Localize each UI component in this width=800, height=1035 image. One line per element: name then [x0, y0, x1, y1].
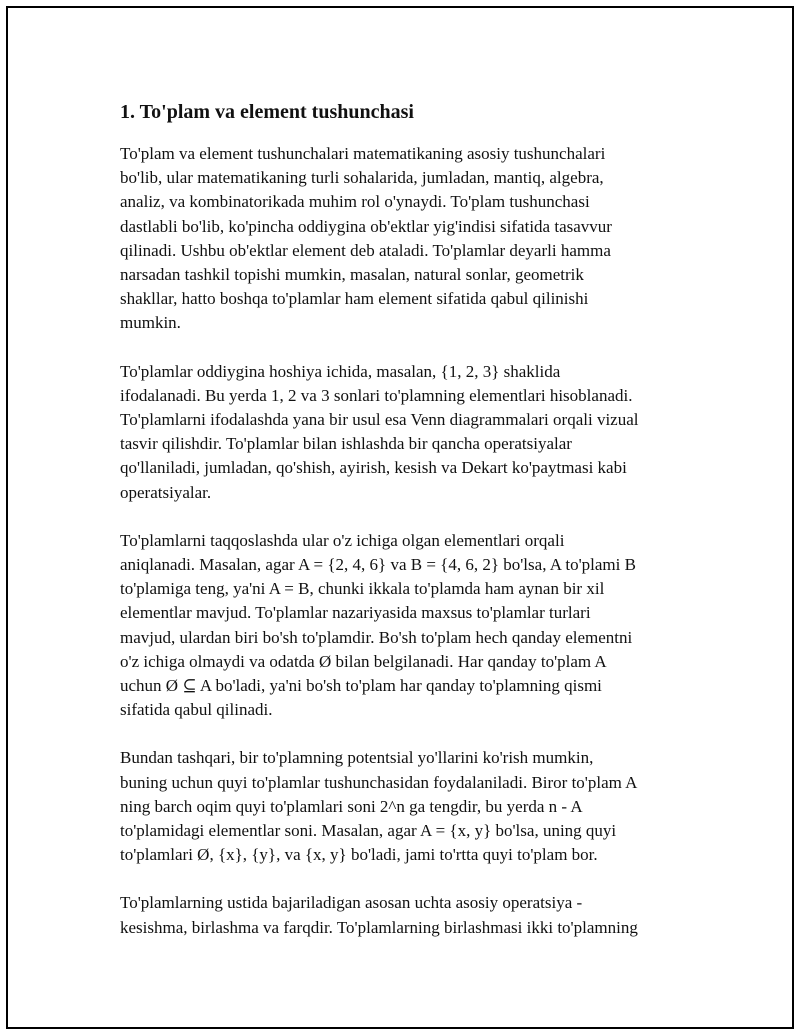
paragraph-3 [120, 529, 700, 723]
text-line: to'plamiga teng, ya'ni A = B, chunki ikkala to'plamda ham aynan bir xil [120, 579, 605, 599]
text-line: tasvir qilishdir. To'plamlar bilan ishlashda bir qancha operatsiyalar [120, 434, 572, 454]
text-line: shakllar, hatto boshqa to'plamlar ham element sifatida qabul qilinishi [120, 289, 589, 309]
text-line: buning uchun quyi to'plamlar tushunchasidan foydalaniladi. Biror to'plam A [120, 772, 638, 792]
page-frame [6, 6, 794, 1029]
text-line: narsadan tashkil topishi mumkin, masalan, natural sonlar, geometrik [120, 265, 584, 285]
text-line: qilinadi. Ushbu ob'ektlar element deb ataladi. To'plamlar deyarli hamma [120, 240, 611, 260]
text-line: To'plam va element tushunchalari matematikaning asosiy tushunchalari [120, 144, 606, 163]
paragraph-4 [120, 746, 700, 867]
document-content [120, 98, 700, 964]
text-line: bo'lib, ular matematikaning turli sohalarida, jumladan, mantiq, algebra, [120, 168, 604, 188]
text-line: To'plamlarni ifodalashda yana bir usul esa Venn diagrammalari orqali vizual [120, 410, 639, 430]
text-line: mumkin. [120, 313, 181, 333]
paragraph-2 [120, 360, 700, 505]
text-line: o'z ichiga olmaydi va odatda Ø bilan belgilanadi. Har qanday to'plam A [120, 651, 607, 671]
paragraph-5 [120, 891, 700, 939]
text-line: elementlar mavjud. To'plamlar nazariyasida maxsus to'plamlar turlari [120, 603, 591, 623]
text-line: To'plamlarning ustida bajariladigan asosan uchta asosiy operatsiya - [120, 893, 583, 913]
text-line: uchun Ø ⊆ A bo'ladi, ya'ni bo'sh to'plam har qanday to'plamning qismi [120, 676, 602, 696]
text-line: kesishma, birlashma va farqdir. To'plamlarning birlashmasi ikki to'plamning [120, 917, 638, 937]
text-line: to'plamlari Ø, {x}, {y}, va {x, y} bo'ladi, jami to'rtta quyi to'plam bor. [120, 845, 598, 865]
text-line: sifatida qabul qilinadi. [120, 700, 273, 720]
text-line: qo'llaniladi, jumladan, qo'shish, ayirish, kesish va Dekart ko'paytmasi kabi [120, 458, 627, 478]
paragraph-1 [120, 142, 700, 336]
text-line: To'plamlar oddiygina hoshiya ichida, masalan, {1, 2, 3} shaklida [120, 361, 561, 381]
section-heading: 1. To'plam va element tushunchasi [120, 101, 414, 123]
text-line: aniqlanadi. Masalan, agar A = {2, 4, 6} va B = {4, 6, 2} bo'lsa, A to'plami B [120, 555, 636, 575]
text-line: analiz, va kombinatorikada muhim rol o'ynaydi. To'plam tushunchasi [120, 192, 590, 212]
text-line: ifodalanadi. Bu yerda 1, 2 va 3 sonlari to'plamning elementlari hisoblanadi. [120, 385, 633, 405]
text-line: ning barch oqim quyi to'plamlari soni 2^n ga tengdir, bu yerda n - A [120, 796, 583, 816]
text-line: Bundan tashqari, bir to'plamning potentsial yo'llarini ko'rish mumkin, [120, 748, 594, 768]
text-line: to'plamidagi elementlar soni. Masalan, agar A = {x, y} bo'lsa, uning quyi [120, 821, 617, 841]
text-line: operatsiyalar. [120, 482, 212, 502]
text-line: mavjud, ulardan biri bo'sh to'plamdir. Bo'sh to'plam hech qanday elementni [120, 627, 633, 647]
text-line: dastlabli bo'lib, ko'pincha oddiygina ob'ektlar yig'indisi sifatida tasavvur [120, 216, 612, 236]
text-line: To'plamlarni taqqoslashda ular o'z ichiga olgan elementlari orqali [120, 530, 565, 550]
